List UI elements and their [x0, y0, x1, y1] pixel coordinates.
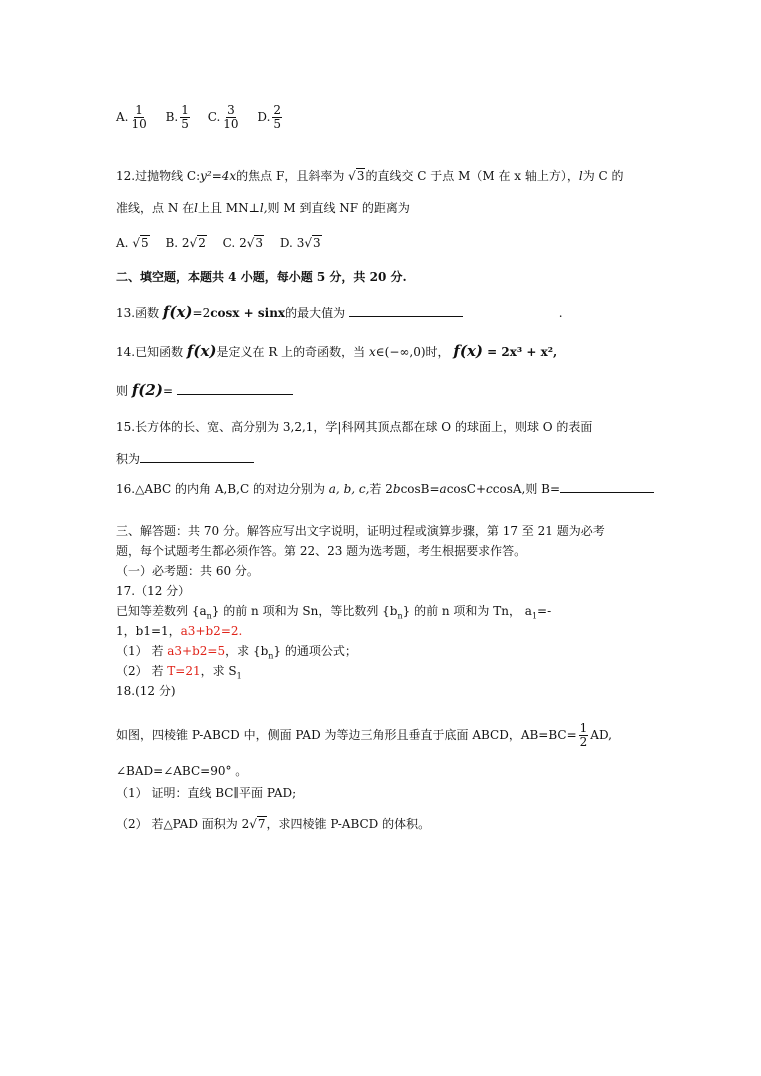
q12-line2: 准线，点 N 在l上且 MN⊥l,则 M 到直线 NF 的距离为: [116, 201, 410, 215]
section3-line2: 题，每个试题考生都必须作答。第 22、23 题为选考题，考生根据要求作答。: [116, 544, 527, 558]
q14-answer: 则 f(2)=: [116, 382, 293, 399]
option-d: D. 3√3: [279, 236, 321, 250]
section3-line1: 三、解答题：共 70 分。解答应写出文字说明，证明过程或演算步骤，第 17 至 21 题为必考: [116, 524, 605, 538]
option-a: A. $\frac{1}{10}$: [116, 103, 147, 131]
q15-line2: 积为: [116, 450, 254, 467]
q12-line1: 12.过抛物线 C:y²=4x的焦点 F，且斜率为 √3的直线交 C 于点 M（M 在 x 轴上方），l为 C 的: [116, 169, 624, 183]
option-a: A. √5: [116, 236, 149, 250]
q14: 14.已知函数 f(x)是定义在 R 上的奇函数，当 x∈(−∞,0)时， f(x) = 2x³ + x²,: [116, 342, 558, 360]
q17-line2: 1，b1=1，a3+b2=2.: [116, 624, 243, 638]
option-d: D. $\frac{2}{5}$: [257, 103, 282, 131]
q18-part1: （1） 证明：直线 BC∥平面 PAD;: [116, 786, 297, 800]
answer-blank[interactable]: [349, 304, 463, 317]
q17-title: 17.（12 分）: [116, 584, 191, 598]
q17-part1: （1） 若 a3+b2=5，求 $\{b_n\}$ 的通项公式；: [116, 644, 357, 661]
answer-blank[interactable]: [177, 382, 293, 395]
option-b: B. $\frac{1}{5}$: [165, 103, 189, 131]
q12-options: [116, 235, 334, 251]
required-heading: （一）必考题：共 60 分。: [116, 564, 259, 578]
q18-line1: 如图，四棱锥 P-ABCD 中，侧面 PAD 为等边三角形且垂直于底面 ABCD，AB=BC= $\frac{1}{2}$ AD,: [116, 721, 612, 749]
answer-blank[interactable]: [560, 480, 654, 493]
option-c: C. 2√3: [222, 236, 264, 250]
section2-heading: 二、填空题，本题共 4 小题，每小题 5 分，共 20 分.: [116, 270, 407, 284]
q17-part2: （2） 若 T=21，求 $S_1$: [116, 664, 242, 681]
q18-line2: ∠BAD=∠ABC=90° 。: [116, 764, 248, 778]
answer-blank[interactable]: [140, 450, 254, 463]
option-b: B. 2√2: [165, 236, 206, 250]
q18-title: 18.(12 分): [116, 684, 176, 698]
option-c: C. $\frac{3}{10}$: [207, 103, 239, 131]
q15-line1: 15.长方体的长、宽、高分别为 3,2,1，学|科网其顶点都在球 O 的球面上，则球 O 的表面: [116, 420, 593, 434]
q16: 16.△ABC 的内角 A,B,C 的对边分别为 a, b, c,若 2bcosB=acosC+ccosA,则 B=: [116, 480, 654, 497]
sqrt-symbol: √7: [249, 817, 266, 831]
q11-options: [116, 104, 296, 131]
q13: 13.函数 f(x)=2cosx + sinx的最大值为 .: [116, 303, 563, 321]
sqrt-symbol: √3: [348, 169, 365, 183]
q17-line1: 已知等差数列 $\{a_n\}$ 的前 n 项和为 Sn，等比数列 $\{b_n\}$ 的前 n 项和为 Tn， $a_1=-$: [116, 604, 552, 621]
q18-part2: （2） 若△PAD 面积为 2√7，求四棱锥 P-ABCD 的体积。: [116, 817, 431, 831]
